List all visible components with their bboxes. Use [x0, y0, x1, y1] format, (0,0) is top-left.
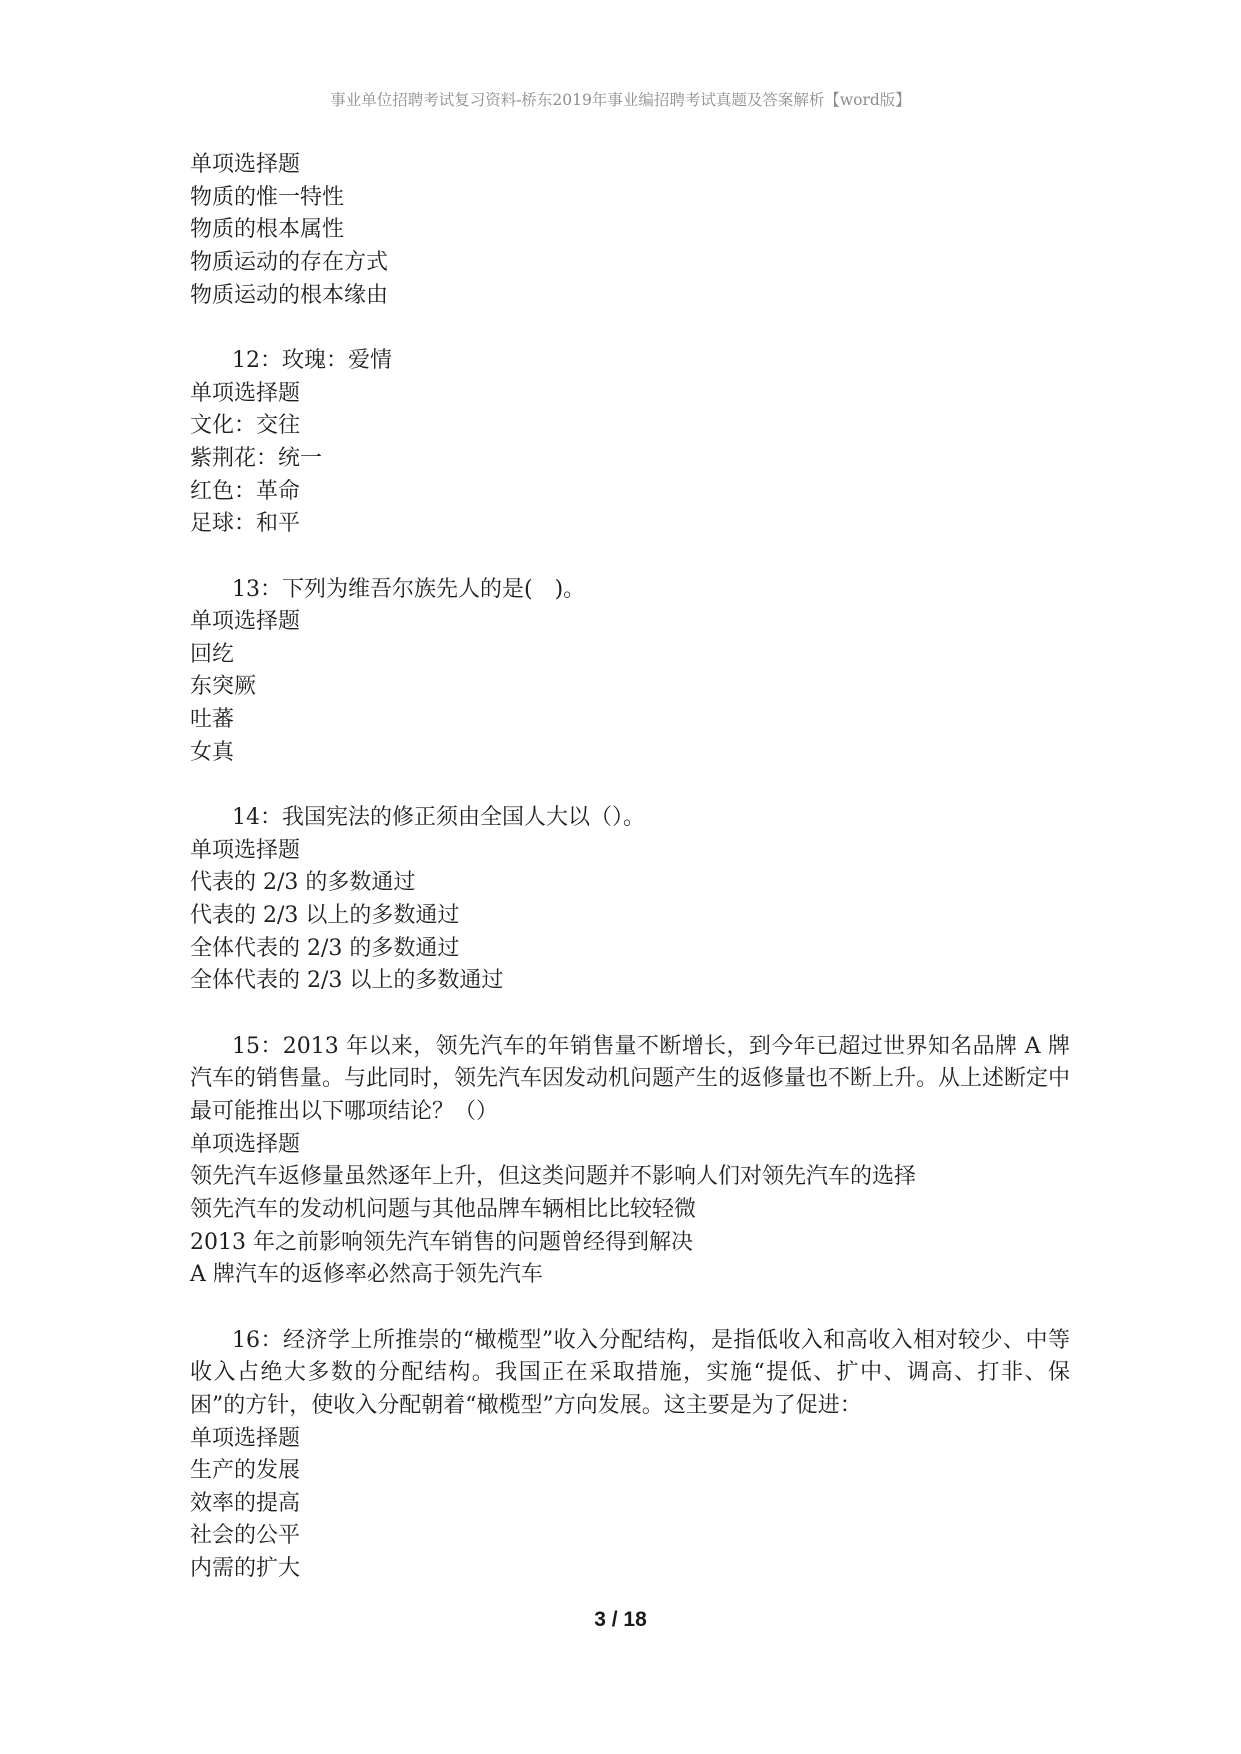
question-type-label: 单项选择题	[190, 152, 301, 177]
answer-option: 生产的发展	[190, 1458, 301, 1484]
answer-option: 效率的提高	[190, 1490, 301, 1516]
question-type-label: 单项选择题	[190, 837, 301, 863]
question-block	[190, 802, 1070, 998]
answer-option: 领先汽车的发动机问题与其他品牌车辆相比比较轻微	[190, 1196, 697, 1222]
question-block	[190, 1325, 1070, 1586]
question-block	[190, 574, 1070, 770]
answer-option: 2013 年之前影响领先汽车销售的问题曾经得到解决	[190, 1229, 693, 1255]
question-stem: 16：经济学上所推崇的“橄榄型”收入分配结构，是指低收入和高收入相对较少、中等收入占绝大多数的分配结构。我国正在采取措施，实施“提低、扩中、调高、打非、保困”的方针，使收入分配朝着“橄榄型”方向发展。这主要是为了促进：	[190, 1327, 1070, 1418]
answer-option: 社会的公平	[190, 1523, 301, 1549]
answer-option: 女真	[190, 739, 235, 765]
document-header: 事业单位招聘考试复习资料-桥东2019年事业编招聘考试真题及答案解析【word版】	[330, 91, 911, 109]
question-stem: 15：2013 年以来，领先汽车的年销售量不断增长，到今年已超过世界知名品牌 A 牌汽车的销售量。与此同时，领先汽车因发动机问题产生的返修量也不断上升。从上述断定中最可能推出以下哪项结论？（）	[190, 1033, 1071, 1124]
page-number: 3 / 18	[594, 1608, 647, 1631]
answer-option: 物质运动的存在方式	[190, 249, 389, 275]
answer-option: 回纥	[190, 641, 235, 667]
question-type-label: 单项选择题	[190, 1425, 301, 1451]
answer-option: 代表的 2/3 以上的多数通过	[190, 903, 460, 929]
question-stem: 12：玫瑰：爱情	[232, 347, 392, 373]
answer-option: 紫荆花：统一	[190, 445, 323, 471]
question-type-label: 单项选择题	[190, 380, 301, 406]
question-block	[190, 149, 1070, 312]
question-block	[190, 1031, 1070, 1292]
answer-option: 足球：和平	[190, 511, 301, 537]
question-type-label: 单项选择题	[190, 1131, 301, 1157]
answer-option: 代表的 2/3 的多数通过	[190, 870, 416, 896]
answer-option: A 牌汽车的返修率必然高于领先汽车	[190, 1262, 543, 1288]
answer-option: 东突厥	[190, 674, 257, 700]
question-stem: 14：我国宪法的修正须由全国人大以（）。	[232, 805, 645, 831]
answer-option: 内需的扩大	[190, 1556, 301, 1582]
answer-option: 红色：革命	[190, 478, 301, 504]
question-type-label: 单项选择题	[190, 609, 301, 635]
answer-option: 全体代表的 2/3 的多数通过	[190, 935, 460, 961]
answer-option: 物质的根本属性	[190, 217, 345, 243]
question-stem: 13：下列为维吾尔族先人的是( )。	[232, 576, 586, 602]
answer-option: 物质的惟一特性	[190, 184, 345, 210]
answer-option: 全体代表的 2/3 以上的多数通过	[190, 968, 504, 994]
question-list	[190, 149, 1070, 1586]
answer-option: 文化：交往	[190, 413, 301, 439]
answer-option: 物质运动的根本缘由	[190, 282, 389, 308]
answer-option: 吐蕃	[190, 707, 235, 733]
question-block	[190, 345, 1070, 541]
answer-option: 领先汽车返修量虽然逐年上升，但这类问题并不影响人们对领先汽车的选择	[190, 1164, 917, 1190]
